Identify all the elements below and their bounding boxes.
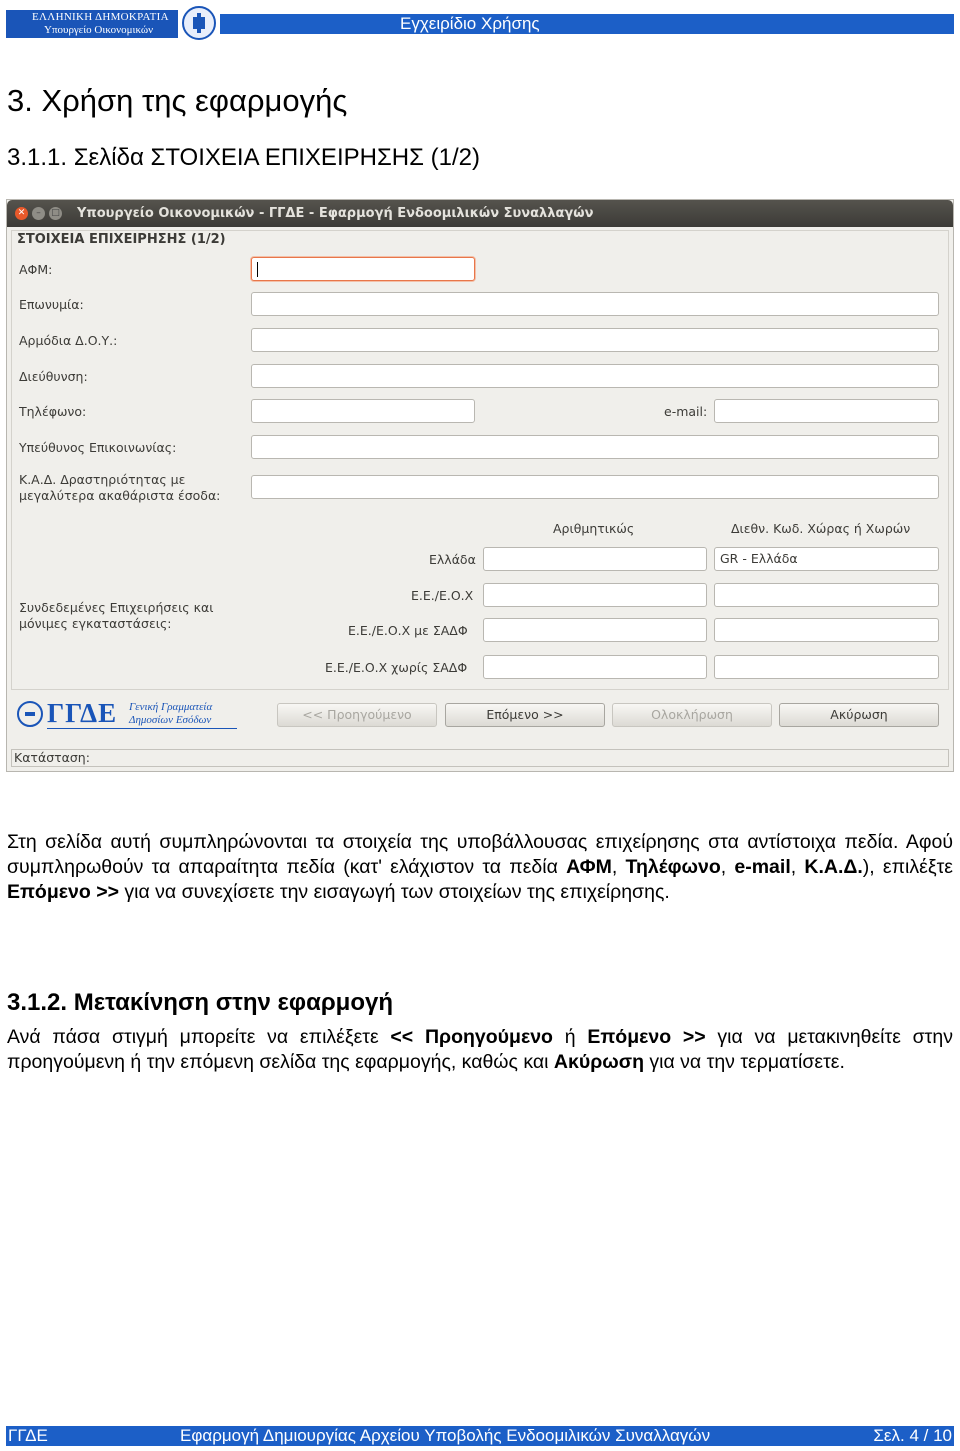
minimize-icon[interactable]: –	[32, 207, 45, 220]
contact-person-input[interactable]	[251, 435, 939, 459]
eu-eea-dta-row-label: Ε.Ε./Ε.Ο.Χ με ΣΑΔΦ	[348, 623, 468, 638]
eu-eea-row-label: Ε.Ε./Ε.Ο.Χ	[411, 588, 474, 603]
section-heading: 3. Χρήση της εφαρμογής	[7, 83, 348, 118]
maximize-icon[interactable]: □	[49, 207, 62, 220]
window-footer	[7, 694, 953, 742]
doy-input[interactable]	[251, 328, 939, 352]
greece-country-input[interactable]: GR - Ελλάδα	[714, 547, 939, 571]
kad-label-line1: Κ.Α.Δ. Δραστηριότητας με	[19, 472, 186, 487]
p1-bold-email: e-mail	[734, 856, 791, 878]
country-code-column-header: Διεθν. Κωδ. Χώρας ή Χωρών	[731, 521, 911, 536]
p2-text: Ανά πάσα στιγμή μπορείτε να επιλέξετε	[7, 1026, 391, 1048]
logo-line2: Υπουργείο Οικονομικών	[44, 24, 154, 36]
cancel-button[interactable]: Ακύρωση	[779, 703, 939, 727]
previous-button[interactable]: << Προηγούμενο	[277, 703, 437, 727]
status-label: Κατάσταση:	[14, 750, 90, 765]
next-button[interactable]: Επόμενο >>	[445, 703, 605, 727]
address-input[interactable]	[251, 364, 939, 388]
p1-bold-afm: ΑΦΜ	[566, 856, 612, 878]
doy-label: Αρμόδια Δ.Ο.Υ.:	[19, 333, 118, 348]
navigation-paragraph	[7, 1025, 953, 1075]
window-title: Υπουργείο Οικονομικών - ΓΓΔΕ - Εφαρμογή Ενδοομιλικών Συναλλαγών	[77, 206, 594, 221]
p2-text: ή	[552, 1026, 588, 1048]
eu-eea-no-dta-row-label: Ε.Ε./Ε.Ο.Χ χωρίς ΣΑΔΦ	[325, 660, 468, 675]
ggde-logo-line1: Γενική Γραμματεία	[129, 701, 213, 713]
p1-bold-kad: Κ.Α.Δ.	[804, 856, 863, 878]
email-label: e-mail:	[664, 404, 708, 419]
p1-text: για να συνεχίσετε την εισαγωγή των στοιχείων της επιχείρησης.	[118, 881, 670, 903]
text-caret	[257, 262, 258, 277]
header-title: Εγχειρίδιο Χρήσης	[400, 14, 540, 33]
p1-bold-next: Επόμενο >>	[7, 881, 119, 903]
p1-sep: ,	[611, 856, 626, 878]
eu-eea-dta-country-input[interactable]	[714, 618, 939, 642]
greece-count-input[interactable]	[483, 547, 707, 571]
email-input[interactable]	[714, 399, 939, 423]
ggde-logo-text: ΓΓΔΕ	[47, 698, 118, 728]
app-window	[6, 199, 954, 772]
p1-bold-phone: Τηλέφωνο	[625, 856, 721, 878]
window-titlebar	[7, 200, 953, 227]
page-number: Σελ. 4 / 10	[873, 1426, 952, 1445]
status-bar	[11, 749, 949, 767]
related-companies-label-line2: μόνιμες εγκαταστάσεις:	[19, 616, 172, 631]
phone-label: Τηλέφωνο:	[19, 404, 87, 419]
ggde-logo-underline	[47, 728, 237, 729]
description-paragraph	[7, 830, 953, 905]
p2-bold-next: Επόμενο >>	[587, 1026, 706, 1048]
eponymia-input[interactable]	[251, 292, 939, 316]
numeric-column-header: Αριθμητικώς	[553, 521, 635, 536]
footer-left: ΓΓΔΕ	[8, 1426, 48, 1445]
p2-text: για να την τερματίσετε.	[643, 1051, 845, 1073]
ggde-logo	[17, 698, 232, 728]
kad-input[interactable]	[251, 475, 939, 499]
eu-eea-no-dta-country-input[interactable]	[714, 655, 939, 679]
ministry-logo	[6, 6, 220, 42]
eu-eea-country-input[interactable]	[714, 583, 939, 607]
eu-eea-no-dta-count-input[interactable]	[483, 655, 707, 679]
p1-sep: ,	[720, 856, 735, 878]
ministry-logo-banner	[6, 10, 178, 38]
ggde-logo-line2: Δημοσίων Εσόδων	[129, 714, 212, 726]
eponymia-label: Επωνυμία:	[19, 297, 84, 312]
related-companies-label-line1: Συνδεδεμένες Επιχειρήσεις και	[19, 600, 214, 615]
subsection-heading: 3.1.1. Σελίδα ΣΤΟΙΧΕΙΑ ΕΠΙΧΕΙΡΗΣΗΣ (1/2)	[7, 144, 480, 171]
eu-eea-dta-count-input[interactable]	[483, 618, 707, 642]
contact-person-label: Υπεύθυνος Επικοινωνίας:	[19, 440, 177, 455]
greece-row-label: Ελλάδα	[429, 552, 476, 567]
p2-text: για να μετακινηθείτε στην προηγούμενη ή την επόμενη σελίδα της εφαρμογής, καθώς και	[7, 1026, 953, 1073]
subsection-heading: 3.1.2. Μετακίνηση στην εφαρμογή	[7, 989, 394, 1016]
p2-bold-prev: << Προηγούμενο	[390, 1026, 553, 1048]
panel-title: ΣΤΟΙΧΕΙΑ ΕΠΙΧΕΙΡΗΣΗΣ (1/2)	[17, 232, 226, 247]
eu-eea-count-input[interactable]	[483, 583, 707, 607]
afm-input[interactable]	[251, 257, 475, 281]
footer-center: Εφαρμογή Δημιουργίας Αρχείου Υποβολής Ενδοομιλικών Συναλλαγών	[180, 1426, 711, 1445]
address-label: Διεύθυνση:	[19, 369, 88, 384]
ggde-seal-icon	[17, 701, 43, 727]
p1-sep: ,	[790, 856, 805, 878]
greek-seal-icon	[182, 6, 216, 40]
finish-button[interactable]: Ολοκλήρωση	[612, 703, 772, 727]
afm-label: ΑΦΜ:	[19, 262, 53, 277]
close-icon[interactable]: ✕	[15, 207, 28, 220]
phone-input[interactable]	[251, 399, 475, 423]
p1-text: Στη σελίδα αυτή συμπληρώνονται τα στοιχεία της υποβάλλουσας επιχείρησης στα αντίστοιχα πεδία. Αφού συμπληρωθούν τα απαραίτητα πεδία (κατ' ελάχιστον τα πεδία	[7, 831, 953, 878]
p1-text: ), επιλέξτε	[862, 856, 953, 878]
logo-line1: ΕΛΛΗΝΙΚΗ ΔΗΜΟΚΡΑΤΙΑ	[32, 11, 169, 23]
p2-bold-cancel: Ακύρωση	[553, 1051, 644, 1073]
kad-label-line2: μεγαλύτερα ακαθάριστα έσοδα:	[19, 488, 221, 503]
